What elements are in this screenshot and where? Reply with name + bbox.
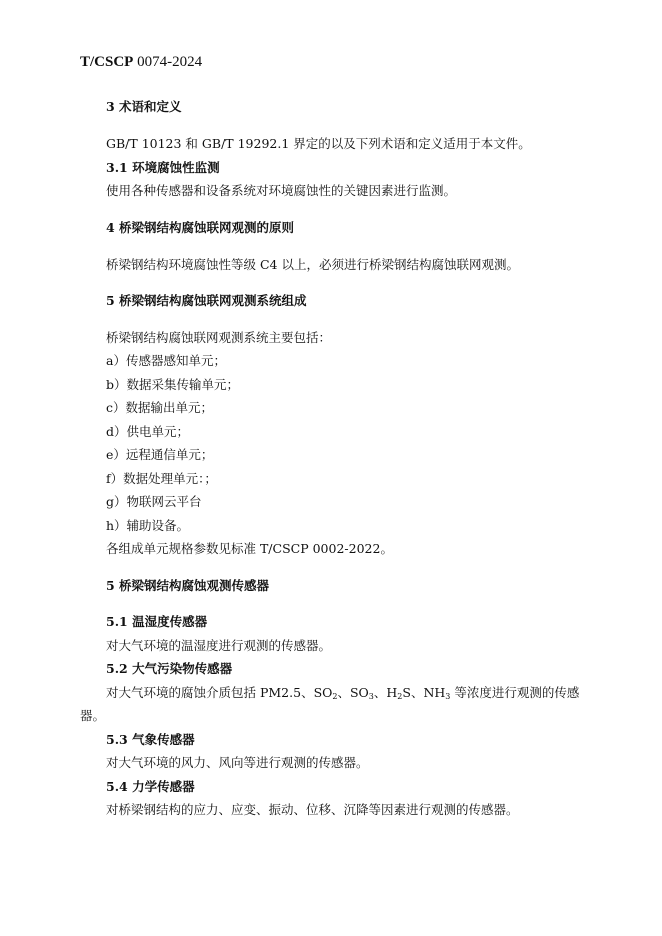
list-item: a）传感器感知单元； [106,353,226,368]
standard-code-number: 0074-2024 [133,54,203,70]
section-4-title: 4 桥梁钢结构腐蚀联网观测的原则 [106,220,295,235]
section-3-intro: GB/T 10123 和 GB/T 19292.1 界定的以及下列术语和定义适用于本文件。 [106,136,531,151]
section-4-text: 桥梁钢结构环境腐蚀性等级 C4 以上，必须进行桥梁钢结构腐蚀联网观测。 [106,257,519,272]
list-item: b）数据采集传输单元； [106,377,240,392]
section-5-1-title: 5.1 温湿度传感器 [106,614,208,629]
section-5-system-title: 5 桥梁钢结构腐蚀联网观测系统组成 [106,293,307,308]
section-3-1-title: 3.1 环境腐蚀性监测 [106,160,220,175]
section-3-title: 3 术语和定义 [106,99,182,114]
list-item: d）供电单元； [106,424,190,439]
standard-code-header [80,54,202,71]
section-5-2-text: 对大气环境的腐蚀介质包括 PM2.5、$SO_2$、$SO_3$、$H_2S$、$NH_3$ 等浓度进行观测的传感 [106,685,580,701]
section-5-system-note: 各组成单元规格参数见标准 T/CSCP 0002-2022。 [106,541,393,556]
list-item: h）辅助设备。 [106,518,190,533]
section-3-1-text: 使用各种传感器和设备系统对环境腐蚀性的关键因素进行监测。 [106,183,457,198]
section-5-4-title: 5.4 力学传感器 [106,779,195,794]
section-5-4-text: 对桥梁钢结构的应力、应变、振动、位移、沉降等因素进行观测的传感器。 [106,802,519,817]
section-5-system-intro: 桥梁钢结构腐蚀联网观测系统主要包括： [106,330,332,345]
list-item: f）数据处理单元：； [106,471,217,486]
section-5-sensors-title: 5 桥梁钢结构腐蚀观测传感器 [106,578,270,593]
section-5-2-title: 5.2 大气污染物传感器 [106,661,233,676]
section-5-3-text: 对大气环境的风力、风向等进行观测的传感器。 [106,755,369,770]
list-item: c）数据输出单元； [106,400,214,415]
section-5-1-text: 对大气环境的温湿度进行观测的传感器。 [106,638,332,653]
standard-code-prefix: T/CSCP [80,54,134,70]
list-item: e）远程通信单元； [106,447,214,462]
section-5-3-title: 5.3 气象传感器 [106,732,195,747]
section-5-2-text-wrap: 器。 [80,708,106,723]
list-item: g）物联网云平台 [106,494,202,509]
